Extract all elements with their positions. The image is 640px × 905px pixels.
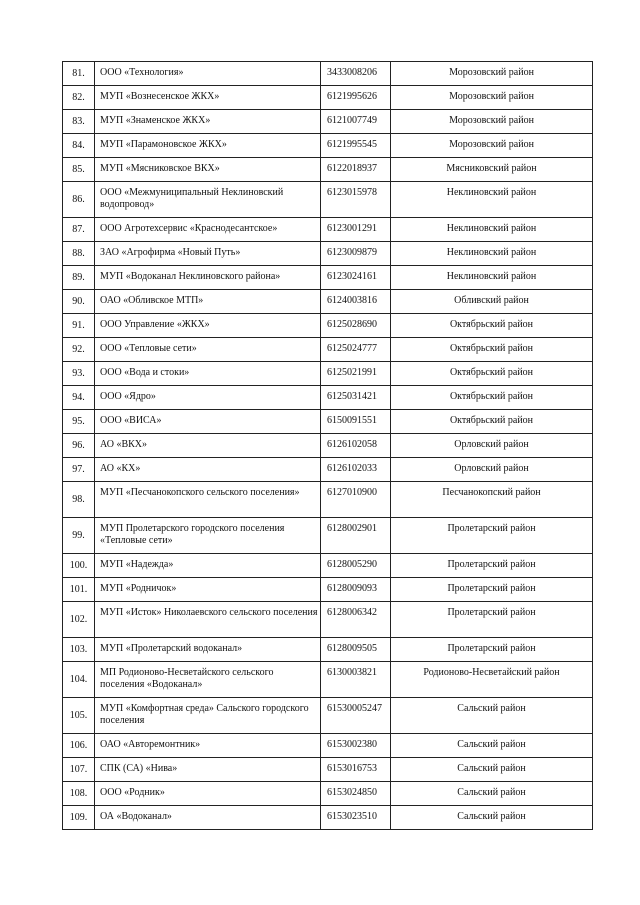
region-name: Неклиновский район	[391, 266, 593, 290]
table-row	[63, 638, 593, 662]
inn-value: 6125028690	[321, 314, 391, 338]
region-name: Пролетарский район	[391, 578, 593, 602]
region-name: Неклиновский район	[391, 242, 593, 266]
region-name: Октябрьский район	[391, 386, 593, 410]
organization-name: АО «ВКХ»	[95, 434, 321, 458]
inn-value: 6125031421	[321, 386, 391, 410]
organization-name: ООО Управление «ЖКХ»	[95, 314, 321, 338]
inn-value: 61530005247	[321, 698, 391, 734]
table-row	[63, 362, 593, 386]
organization-name: ОАО «Обливское МТП»	[95, 290, 321, 314]
inn-value: 6121995626	[321, 86, 391, 110]
region-name: Песчанокопский район	[391, 482, 593, 518]
inn-value: 6128002901	[321, 518, 391, 554]
table-row	[63, 578, 593, 602]
row-number: 107.	[63, 758, 95, 782]
organization-name: ООО «Межмуниципальный Неклиновский водопровод»	[95, 182, 321, 218]
region-name: Пролетарский район	[391, 602, 593, 638]
inn-value: 6126102033	[321, 458, 391, 482]
table-row	[63, 734, 593, 758]
region-name: Родионово-Несветайский район	[391, 662, 593, 698]
row-number: 88.	[63, 242, 95, 266]
organization-name: МУП «Надежда»	[95, 554, 321, 578]
table-row	[63, 782, 593, 806]
table-row	[63, 602, 593, 638]
organization-name: ООО «Тепловые сети»	[95, 338, 321, 362]
organization-name: МУП «Пролетарский водоканал»	[95, 638, 321, 662]
table-row	[63, 518, 593, 554]
region-name: Пролетарский район	[391, 554, 593, 578]
inn-value: 6153023510	[321, 806, 391, 830]
inn-value: 6123009879	[321, 242, 391, 266]
table-row	[63, 86, 593, 110]
inn-value: 6128009505	[321, 638, 391, 662]
inn-value: 6128005290	[321, 554, 391, 578]
organization-name: ООО «Ядро»	[95, 386, 321, 410]
organization-name: МУП «Мясниковское ВКХ»	[95, 158, 321, 182]
row-number: 86.	[63, 182, 95, 218]
row-number: 95.	[63, 410, 95, 434]
organization-name: МУП Пролетарского городского поселения «Тепловые сети»	[95, 518, 321, 554]
table-row	[63, 314, 593, 338]
inn-value: 6121007749	[321, 110, 391, 134]
inn-value: 6150091551	[321, 410, 391, 434]
inn-value: 6125021991	[321, 362, 391, 386]
table-row	[63, 290, 593, 314]
region-name: Неклиновский район	[391, 182, 593, 218]
table-row	[63, 242, 593, 266]
organization-name: МУП «Исток» Николаевского сельского поселения	[95, 602, 321, 638]
inn-value: 6153002380	[321, 734, 391, 758]
organization-name: АО «КХ»	[95, 458, 321, 482]
table-row	[63, 62, 593, 86]
organization-name: МУП «Комфортная среда» Сальского городского поселения	[95, 698, 321, 734]
region-name: Сальский район	[391, 806, 593, 830]
inn-value: 6153024850	[321, 782, 391, 806]
inn-value: 6126102058	[321, 434, 391, 458]
table-row	[63, 158, 593, 182]
region-name: Морозовский район	[391, 86, 593, 110]
organization-name: ООО «Родник»	[95, 782, 321, 806]
inn-value: 6121995545	[321, 134, 391, 158]
region-name: Обливский район	[391, 290, 593, 314]
inn-value: 6153016753	[321, 758, 391, 782]
region-name: Морозовский район	[391, 134, 593, 158]
row-number: 104.	[63, 662, 95, 698]
table-row	[63, 386, 593, 410]
organization-name: СПК (СА) «Нива»	[95, 758, 321, 782]
row-number: 106.	[63, 734, 95, 758]
table-row	[63, 134, 593, 158]
region-name: Морозовский район	[391, 110, 593, 134]
organizations-table	[62, 61, 593, 830]
inn-value: 6127010900	[321, 482, 391, 518]
table-row	[63, 662, 593, 698]
organization-name: МУП «Родничок»	[95, 578, 321, 602]
organization-name: ЗАО «Агрофирма «Новый Путь»	[95, 242, 321, 266]
row-number: 105.	[63, 698, 95, 734]
row-number: 84.	[63, 134, 95, 158]
table-row	[63, 458, 593, 482]
row-number: 87.	[63, 218, 95, 242]
table-row	[63, 554, 593, 578]
inn-value: 6124003816	[321, 290, 391, 314]
organization-name: ООО «ВИСА»	[95, 410, 321, 434]
row-number: 99.	[63, 518, 95, 554]
row-number: 93.	[63, 362, 95, 386]
row-number: 101.	[63, 578, 95, 602]
row-number: 85.	[63, 158, 95, 182]
row-number: 108.	[63, 782, 95, 806]
inn-value: 3433008206	[321, 62, 391, 86]
row-number: 82.	[63, 86, 95, 110]
table-row	[63, 182, 593, 218]
row-number: 103.	[63, 638, 95, 662]
inn-value: 6123024161	[321, 266, 391, 290]
table-row	[63, 482, 593, 518]
region-name: Морозовский район	[391, 62, 593, 86]
organization-name: ОАО «Авторемонтник»	[95, 734, 321, 758]
organization-name: МУП «Вознесенское ЖКХ»	[95, 86, 321, 110]
table-row	[63, 266, 593, 290]
region-name: Октябрьский район	[391, 410, 593, 434]
organization-name: ООО «Технология»	[95, 62, 321, 86]
table-row	[63, 806, 593, 830]
row-number: 96.	[63, 434, 95, 458]
region-name: Орловский район	[391, 434, 593, 458]
region-name: Сальский район	[391, 758, 593, 782]
row-number: 83.	[63, 110, 95, 134]
organization-name: МУП «Парамоновское ЖКХ»	[95, 134, 321, 158]
table-row	[63, 410, 593, 434]
region-name: Мясниковский район	[391, 158, 593, 182]
row-number: 89.	[63, 266, 95, 290]
organizations-table-body	[63, 62, 593, 830]
inn-value: 6122018937	[321, 158, 391, 182]
row-number: 92.	[63, 338, 95, 362]
organization-name: МП Родионово-Несветайского сельского поселения «Водоканал»	[95, 662, 321, 698]
organization-name: ОА «Водоканал»	[95, 806, 321, 830]
row-number: 98.	[63, 482, 95, 518]
inn-value: 6125024777	[321, 338, 391, 362]
table-row	[63, 338, 593, 362]
organization-name: МУП «Знаменское ЖКХ»	[95, 110, 321, 134]
inn-value: 6123001291	[321, 218, 391, 242]
row-number: 94.	[63, 386, 95, 410]
row-number: 81.	[63, 62, 95, 86]
region-name: Пролетарский район	[391, 638, 593, 662]
table-row	[63, 218, 593, 242]
inn-value: 6130003821	[321, 662, 391, 698]
region-name: Неклиновский район	[391, 218, 593, 242]
organization-name: ООО Агротехсервис «Краснодесантское»	[95, 218, 321, 242]
row-number: 97.	[63, 458, 95, 482]
inn-value: 6128006342	[321, 602, 391, 638]
row-number: 100.	[63, 554, 95, 578]
table-row	[63, 698, 593, 734]
region-name: Орловский район	[391, 458, 593, 482]
inn-value: 6128009093	[321, 578, 391, 602]
region-name: Октябрьский район	[391, 362, 593, 386]
region-name: Октябрьский район	[391, 338, 593, 362]
row-number: 109.	[63, 806, 95, 830]
table-row	[63, 758, 593, 782]
table-row	[63, 434, 593, 458]
region-name: Сальский район	[391, 782, 593, 806]
row-number: 102.	[63, 602, 95, 638]
row-number: 90.	[63, 290, 95, 314]
organization-name: ООО «Вода и стоки»	[95, 362, 321, 386]
region-name: Октябрьский район	[391, 314, 593, 338]
organization-name: МУП «Песчанокопского сельского поселения»	[95, 482, 321, 518]
table-row	[63, 110, 593, 134]
region-name: Сальский район	[391, 698, 593, 734]
region-name: Сальский район	[391, 734, 593, 758]
inn-value: 6123015978	[321, 182, 391, 218]
organization-name: МУП «Водоканал Неклиновского района»	[95, 266, 321, 290]
row-number: 91.	[63, 314, 95, 338]
region-name: Пролетарский район	[391, 518, 593, 554]
